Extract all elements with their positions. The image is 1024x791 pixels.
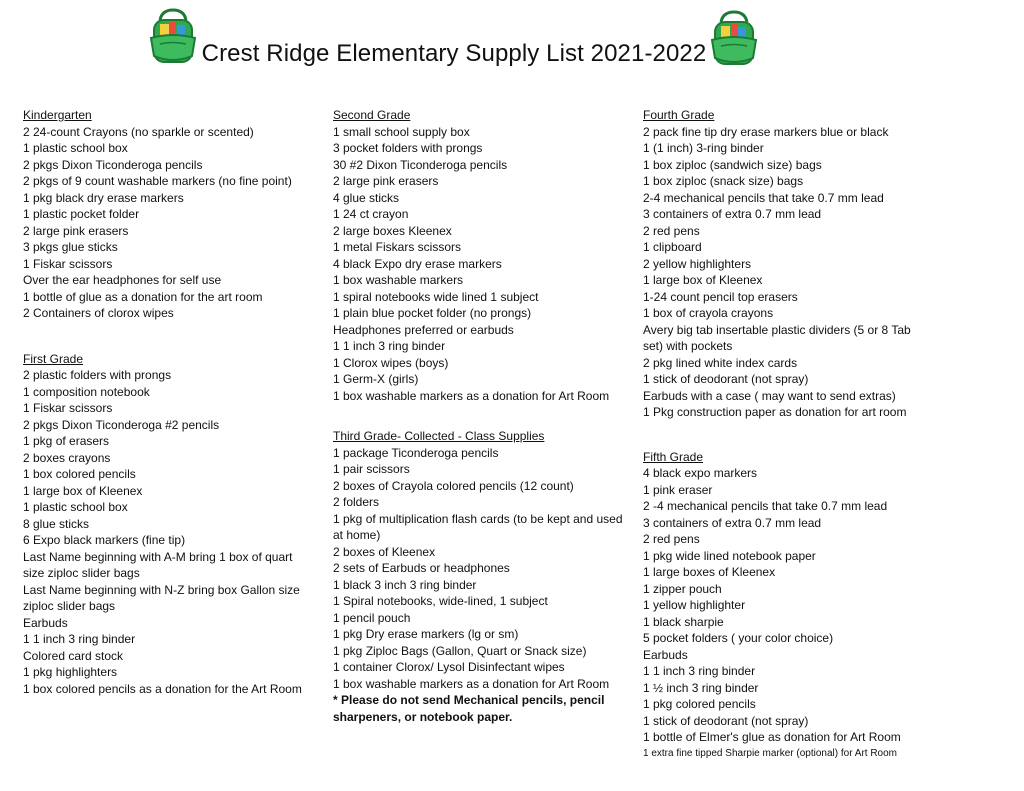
list-item: 1 pkg highlighters <box>23 665 118 679</box>
list-item: Avery big tab insertable plastic dividers (5 or 8 Tab set) with pockets <box>643 322 911 353</box>
section-heading: Fifth Grade <box>643 449 704 464</box>
list-item: 1 pkg Ziploc Bags (Gallon, Quart or Snack size) <box>333 643 587 658</box>
section-fourth-grade <box>643 107 933 421</box>
list-item: 1 clipboard <box>643 240 702 254</box>
spacer <box>23 322 313 351</box>
list-item: 1 pkg of erasers <box>23 434 110 448</box>
list-item: 1 Fiskar scissors <box>23 256 113 271</box>
list-item: 1 1 inch 3 ring binder <box>333 339 446 353</box>
column-kindergarten-first <box>23 107 313 697</box>
page-title <box>0 40 908 68</box>
list-item: 4 black expo markers <box>643 466 758 480</box>
list-item: 2 boxes of Kleenex <box>333 544 436 559</box>
section-heading: Second Grade <box>333 108 411 122</box>
item-list <box>643 465 933 746</box>
list-item: 1 large boxes of Kleenex <box>643 565 776 579</box>
item-list <box>643 124 933 421</box>
list-item: 1 black sharpie <box>643 614 724 629</box>
list-item: 4 glue sticks <box>333 190 400 205</box>
list-item: 1 plastic school box <box>23 500 128 514</box>
list-item: 1 stick of deodorant (not spray) <box>643 372 809 386</box>
list-item: 1 box ziploc (sandwich size) bags <box>643 157 822 172</box>
list-item: 1 box of crayola crayons <box>643 306 774 320</box>
list-item: 1 1 inch 3 ring binder <box>23 632 136 646</box>
list-item: 1 pkg of multiplication flash cards (to be kept and used at home) <box>333 511 623 542</box>
list-item: 1 24 ct crayon <box>333 207 409 221</box>
section-kindergarten <box>23 107 313 322</box>
list-item: 5 pocket folders ( your color choice) <box>643 631 834 645</box>
list-item: 1 ½ inch 3 ring binder <box>643 680 759 695</box>
list-item: 4 black Expo dry erase markers <box>333 256 502 271</box>
list-item: 1 stick of deodorant (not spray) <box>643 713 809 728</box>
list-item: 2 folders <box>333 495 380 509</box>
list-item: 2 Containers of clorox wipes <box>23 306 174 320</box>
list-item: 1 pink eraser <box>643 482 713 497</box>
list-item: 2 sets of Earbuds or headphones <box>333 561 510 575</box>
section-heading: Kindergarten <box>23 108 92 122</box>
list-item: Over the ear headphones for self use <box>23 273 222 287</box>
section-third-grade <box>333 428 628 725</box>
item-list <box>23 367 313 697</box>
list-item: 2 24-count Crayons (no sparkle or scented) <box>23 124 254 139</box>
list-item: Earbuds with a case ( may want to send extras) <box>643 388 896 403</box>
section-heading: First Grade <box>23 351 84 366</box>
backpack-icon <box>707 10 761 68</box>
list-item: 1 yellow highlighter <box>643 598 746 612</box>
list-item: 2 pack fine tip dry erase markers blue or black <box>643 124 889 139</box>
list-item: 3 containers of extra 0.7 mm lead <box>643 515 822 530</box>
list-item: 3 pocket folders with prongs <box>333 141 483 155</box>
list-item: Headphones preferred or earbuds <box>333 322 514 337</box>
list-item: 1 1 inch 3 ring binder <box>643 664 756 678</box>
list-item: 2 red pens <box>643 223 700 238</box>
list-item: 1 bottle of glue as a donation for the art room <box>23 289 263 304</box>
list-item: 3 pkgs glue sticks <box>23 240 118 254</box>
section-heading: Fourth Grade <box>643 108 715 122</box>
list-item: 3 containers of extra 0.7 mm lead <box>643 207 822 221</box>
list-item: Colored card stock <box>23 648 124 663</box>
list-item: 2 -4 mechanical pencils that take 0.7 mm lead <box>643 499 888 513</box>
list-item: 1 plastic pocket folder <box>23 207 140 221</box>
list-item: 1 pencil pouch <box>333 610 411 625</box>
list-item: 1 Clorox wipes (boys) <box>333 355 449 370</box>
column-second-third <box>333 107 628 725</box>
list-item: 1 box colored pencils as a donation for the Art Room <box>23 681 302 696</box>
list-item: 1 (1 inch) 3-ring binder <box>643 141 764 155</box>
list-item: 1-24 count pencil top erasers <box>643 289 798 304</box>
item-list <box>23 124 313 322</box>
list-item: 1 pkg black dry erase markers <box>23 190 184 205</box>
list-item: 2 pkgs Dixon Ticonderoga #2 pencils <box>23 417 220 432</box>
list-item: 2 pkgs Dixon Ticonderoga pencils <box>23 157 203 172</box>
list-item: 1 zipper pouch <box>643 581 722 596</box>
list-item: 2-4 mechanical pencils that take 0.7 mm lead <box>643 190 884 205</box>
list-item: 2 boxes crayons <box>23 450 111 465</box>
list-item: 1 box washable markers <box>333 273 464 287</box>
list-item: 2 large pink erasers <box>23 223 129 238</box>
item-list <box>333 445 628 693</box>
list-item: 1 box ziploc (snack size) bags <box>643 174 804 188</box>
list-item: 2 plastic folders with prongs <box>23 368 172 382</box>
column-fourth-fifth <box>643 107 933 761</box>
list-item: 1 Pkg construction paper as donation for art room <box>643 405 907 419</box>
list-item: Earbuds <box>23 615 68 630</box>
list-item: 1 Germ-X (girls) <box>333 372 419 386</box>
section-second-grade <box>333 107 628 404</box>
page-title-text: Crest Ridge Elementary Supply List 2021-2022 <box>201 40 707 67</box>
list-item: 2 pkg lined white index cards <box>643 355 798 370</box>
list-item: 2 red pens <box>643 532 700 546</box>
list-item: 8 glue sticks <box>23 516 90 531</box>
list-item: 1 metal Fiskars scissors <box>333 240 462 254</box>
list-item: 1 small school supply box <box>333 124 470 139</box>
list-item: 2 large boxes Kleenex <box>333 223 452 238</box>
spacer <box>333 404 628 428</box>
list-item: 1 pair scissors <box>333 462 410 476</box>
list-item: 2 yellow highlighters <box>643 256 752 271</box>
list-item: 1 bottle of Elmer's glue as donation for Art Room <box>643 730 901 744</box>
list-item: 1 pkg Dry erase markers (lg or sm) <box>333 627 519 641</box>
list-item: 1 plastic school box <box>23 141 128 155</box>
list-item: 1 plain blue pocket folder (no prongs) <box>333 306 532 320</box>
list-item: 1 pkg colored pencils <box>643 697 756 711</box>
list-item: 2 boxes of Crayola colored pencils (12 count) <box>333 478 574 493</box>
list-item: 1 large box of Kleenex <box>643 273 763 287</box>
third-grade-note: * Please do not send Mechanical pencils, pencil sharpeners, or notebook paper. <box>333 693 605 724</box>
list-item: 1 composition notebook <box>23 384 150 399</box>
list-item: 1 large box of Kleenex <box>23 483 143 498</box>
list-item: 1 container Clorox/ Lysol Disinfectant wipes <box>333 660 565 674</box>
list-item: 6 Expo black markers (fine tip) <box>23 533 186 547</box>
section-fifth-grade <box>643 449 933 761</box>
list-item: 1 Fiskar scissors <box>23 401 113 415</box>
list-item: 1 pkg wide lined notebook paper <box>643 548 816 563</box>
spacer <box>643 421 933 449</box>
list-item: 1 box washable markers as a donation for Art Room <box>333 388 610 403</box>
list-item: 2 large pink erasers <box>333 174 439 188</box>
section-heading: Third Grade- Collected - Class Supplies <box>333 429 545 443</box>
list-item: Last Name beginning with N-Z bring box Gallon size ziploc slider bags <box>23 582 300 613</box>
list-item: 1 box colored pencils <box>23 467 136 481</box>
list-item: Last Name beginning with A-M bring 1 box of quart size ziploc slider bags <box>23 549 293 580</box>
list-item: 1 spiral notebooks wide lined 1 subject <box>333 289 539 304</box>
list-item: 1 black 3 inch 3 ring binder <box>333 577 477 592</box>
list-item: 1 Spiral notebooks, wide-lined, 1 subject <box>333 594 548 608</box>
list-item: 1 box washable markers as a donation for Art Room <box>333 676 610 691</box>
fifth-grade-small-note: 1 extra fine tipped Sharpie marker (optional) for Art Room <box>643 747 898 759</box>
item-list <box>333 124 628 405</box>
list-item: 2 pkgs of 9 count washable markers (no fine point) <box>23 174 292 188</box>
section-first-grade <box>23 351 313 698</box>
list-item: 30 #2 Dixon Ticonderoga pencils <box>333 157 508 172</box>
list-item: Earbuds <box>643 647 688 662</box>
list-item: 1 package Ticonderoga pencils <box>333 445 499 460</box>
